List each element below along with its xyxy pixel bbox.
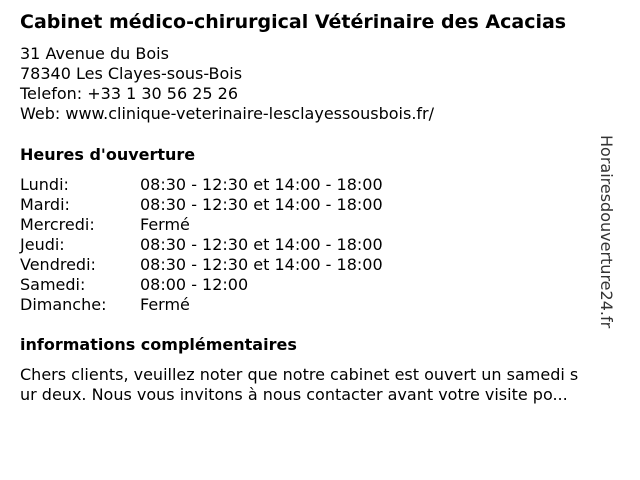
hours-row-friday bbox=[20, 255, 383, 275]
phone-number[interactable]: Telefon: +33 1 30 56 25 26 bbox=[20, 84, 239, 103]
hours-row-tuesday bbox=[20, 195, 383, 215]
address-city: 78340 Les Clayes-sous-Bois bbox=[20, 64, 243, 83]
opening-hours-table bbox=[20, 175, 383, 315]
day-label: Dimanche: bbox=[20, 295, 107, 314]
additional-info-heading: informations complémentaires bbox=[20, 335, 297, 354]
hours-row-monday bbox=[20, 175, 383, 195]
day-hours: 08:30 - 12:30 et 14:00 - 18:00 bbox=[140, 235, 383, 254]
watermark bbox=[597, 135, 634, 345]
day-hours: 08:30 - 12:30 et 14:00 - 18:00 bbox=[140, 175, 383, 194]
hours-row-saturday bbox=[20, 275, 383, 295]
watermark-text: Horairesdouverture24.fr bbox=[597, 135, 616, 329]
hours-row-wednesday bbox=[20, 215, 383, 235]
business-name: Cabinet médico-chirurgical Vétérinaire des Acacias bbox=[20, 11, 567, 33]
opening-hours-heading: Heures d'ouverture bbox=[20, 145, 196, 164]
day-hours: 08:30 - 12:30 et 14:00 - 18:00 bbox=[140, 195, 383, 214]
hours-row-thursday bbox=[20, 235, 383, 255]
day-hours: Fermé bbox=[140, 295, 190, 314]
day-hours: Fermé bbox=[140, 215, 190, 234]
website-link[interactable]: Web: www.clinique-veterinaire-lesclayessousbois.fr/ bbox=[20, 104, 435, 123]
address-block bbox=[20, 44, 434, 124]
address-street: 31 Avenue du Bois bbox=[20, 44, 169, 63]
day-hours: 08:00 - 12:00 bbox=[140, 275, 249, 294]
hours-row-sunday bbox=[20, 295, 383, 315]
day-label: Samedi: bbox=[20, 275, 86, 294]
additional-info-text bbox=[20, 365, 620, 405]
day-label: Vendredi: bbox=[20, 255, 96, 274]
day-label: Mercredi: bbox=[20, 215, 95, 234]
day-label: Lundi: bbox=[20, 175, 69, 194]
day-label: Mardi: bbox=[20, 195, 70, 214]
info-line-2: ur deux. Nous vous invitons à nous contacter avant votre visite po... bbox=[20, 385, 568, 404]
info-line-1: Chers clients, veuillez noter que notre cabinet est ouvert un samedi s bbox=[20, 365, 579, 384]
day-hours: 08:30 - 12:30 et 14:00 - 18:00 bbox=[140, 255, 383, 274]
day-label: Jeudi: bbox=[20, 235, 65, 254]
